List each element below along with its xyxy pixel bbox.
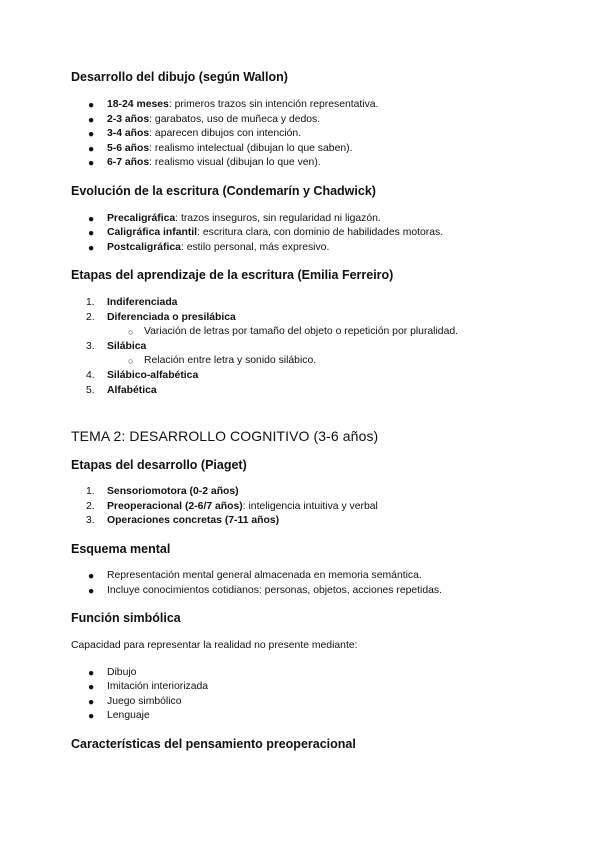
heading-escritura: Evolución de la escritura (Condemarín y Chadwick) bbox=[71, 184, 376, 198]
circle-bullet-icon: ○ bbox=[128, 356, 134, 366]
sub-list-item: Relación entre letra y sonido silábico. bbox=[144, 355, 317, 366]
heading-preoperacional: Características del pensamiento preoperacional bbox=[71, 737, 356, 751]
list-item: Alfabética bbox=[107, 385, 157, 396]
list-item: 5-6 años: realismo intelectual (dibujan lo que saben). bbox=[107, 143, 353, 154]
bullet-icon: ● bbox=[88, 668, 95, 679]
list-item: Postcaligráfica: estilo personal, más expresivo. bbox=[107, 242, 330, 253]
bullet-icon: ● bbox=[88, 115, 95, 126]
heading-piaget: Etapas del desarrollo (Piaget) bbox=[71, 458, 247, 472]
list-item: Incluye conocimientos cotidianos: personas, objetos, acciones repetidas. bbox=[107, 585, 443, 596]
heading-wallon: Desarrollo del dibujo (según Wallon) bbox=[71, 70, 288, 84]
list-number: 5. bbox=[86, 385, 95, 396]
list-item: Diferenciada o presilábica bbox=[107, 312, 236, 323]
circle-bullet-icon: ○ bbox=[128, 327, 134, 337]
list-item: Silábica bbox=[107, 341, 147, 352]
list-item: Preoperacional (2-6/7 años): inteligencia intuitiva y verbal bbox=[107, 501, 378, 512]
heading-simbolica: Función simbólica bbox=[71, 611, 181, 625]
bullet-icon: ● bbox=[88, 129, 95, 140]
list-item: 18-24 meses: primeros trazos sin intención representativa. bbox=[107, 99, 379, 110]
bullet-icon: ● bbox=[88, 586, 95, 597]
list-item: 3-4 años: aparecen dibujos con intención. bbox=[107, 128, 302, 139]
list-item: Caligráfica infantil: escritura clara, con dominio de habilidades motoras. bbox=[107, 227, 444, 238]
heading-tema2: TEMA 2: DESARROLLO COGNITIVO (3-6 años) bbox=[71, 428, 379, 444]
bullet-icon: ● bbox=[88, 228, 95, 239]
list-item: Representación mental general almacenada en memoria semántica. bbox=[107, 570, 422, 581]
list-number: 1. bbox=[86, 486, 95, 497]
list-number: 2. bbox=[86, 501, 95, 512]
list-item: Operaciones concretas (7-11 años) bbox=[107, 515, 280, 526]
heading-esquema: Esquema mental bbox=[71, 542, 171, 556]
list-item: Sensoriomotora (0-2 años) bbox=[107, 486, 239, 497]
bullet-icon: ● bbox=[88, 214, 95, 225]
list-item: Dibujo bbox=[107, 667, 137, 678]
list-number: 2. bbox=[86, 312, 95, 323]
heading-ferreiro: Etapas del aprendizaje de la escritura (Emilia Ferreiro) bbox=[71, 268, 394, 282]
bullet-icon: ● bbox=[88, 144, 95, 155]
list-item: Precaligráfica: trazos inseguros, sin regularidad ni ligazón. bbox=[107, 213, 381, 224]
bullet-icon: ● bbox=[88, 697, 95, 708]
list-item: Indiferenciada bbox=[107, 297, 178, 308]
list-item: Lenguaje bbox=[107, 710, 150, 721]
list-item: 2-3 años: garabatos, uso de muñeca y dedos. bbox=[107, 114, 321, 125]
sub-list-item: Variación de letras por tamaño del objeto o repetición por pluralidad. bbox=[144, 326, 459, 337]
bullet-icon: ● bbox=[88, 243, 95, 254]
list-item: 6-7 años: realismo visual (dibujan lo que ven). bbox=[107, 157, 321, 168]
list-number: 3. bbox=[86, 515, 95, 526]
bullet-icon: ● bbox=[88, 682, 95, 693]
list-item: Silábico-alfabética bbox=[107, 370, 199, 381]
paragraph: Capacidad para representar la realidad no presente mediante: bbox=[71, 640, 358, 651]
bullet-icon: ● bbox=[88, 100, 95, 111]
list-item: Juego simbólico bbox=[107, 696, 182, 707]
list-number: 1. bbox=[86, 297, 95, 308]
list-number: 4. bbox=[86, 370, 95, 381]
list-number: 3. bbox=[86, 341, 95, 352]
bullet-icon: ● bbox=[88, 158, 95, 169]
bullet-icon: ● bbox=[88, 711, 95, 722]
bullet-icon: ● bbox=[88, 571, 95, 582]
list-item: Imitación interiorizada bbox=[107, 681, 209, 692]
